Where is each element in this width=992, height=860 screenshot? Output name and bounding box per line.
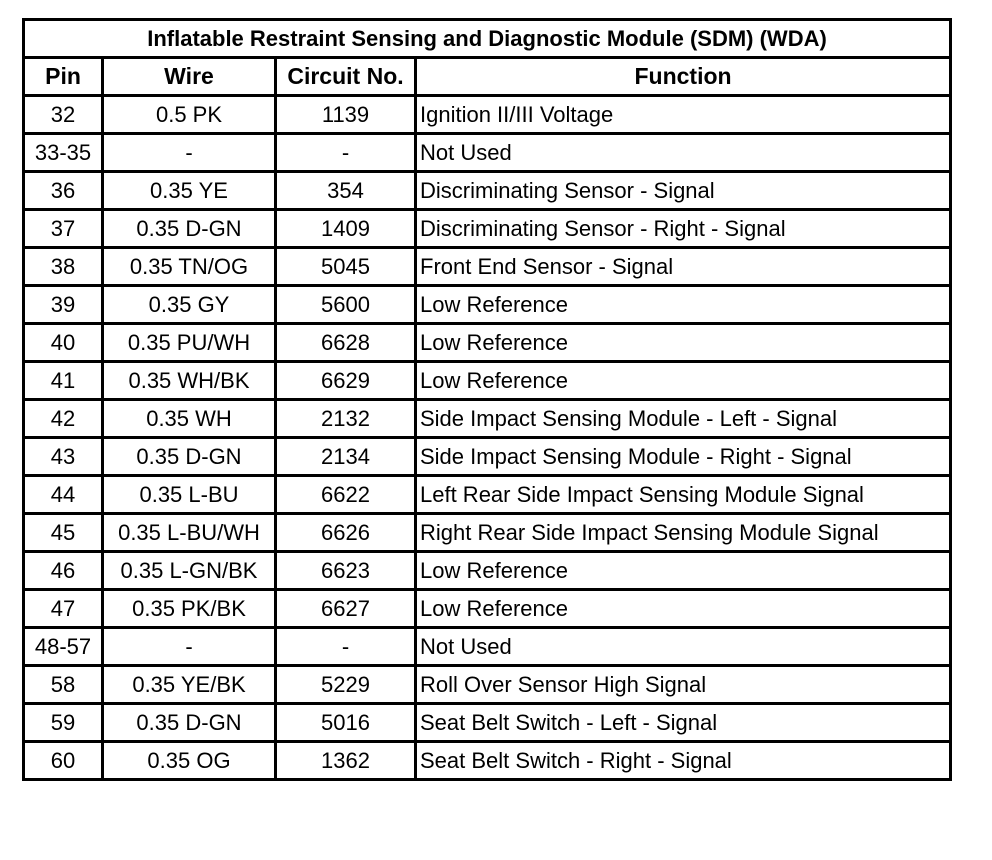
wire-cell: - bbox=[103, 134, 276, 172]
circuit-cell: 1362 bbox=[276, 742, 416, 780]
table-row bbox=[24, 438, 951, 476]
pin-cell: 38 bbox=[24, 248, 103, 286]
table-row bbox=[24, 514, 951, 552]
function-cell: Low Reference bbox=[416, 362, 951, 400]
pin-cell: 37 bbox=[24, 210, 103, 248]
pin-cell: 46 bbox=[24, 552, 103, 590]
table-row bbox=[24, 742, 951, 780]
wire-cell: 0.35 L-BU/WH bbox=[103, 514, 276, 552]
function-cell: Low Reference bbox=[416, 324, 951, 362]
pin-cell: 41 bbox=[24, 362, 103, 400]
circuit-cell: 5600 bbox=[276, 286, 416, 324]
pin-cell: 45 bbox=[24, 514, 103, 552]
circuit-cell: - bbox=[276, 134, 416, 172]
table-body bbox=[24, 96, 951, 780]
circuit-cell: 5016 bbox=[276, 704, 416, 742]
wire-cell: 0.35 L-BU bbox=[103, 476, 276, 514]
table-row bbox=[24, 134, 951, 172]
wire-cell: 0.35 GY bbox=[103, 286, 276, 324]
column-header-function: Function bbox=[416, 58, 951, 96]
circuit-cell: 5229 bbox=[276, 666, 416, 704]
circuit-cell: 6628 bbox=[276, 324, 416, 362]
wire-cell: 0.35 YE/BK bbox=[103, 666, 276, 704]
table-row bbox=[24, 552, 951, 590]
table-row bbox=[24, 476, 951, 514]
title-row bbox=[24, 20, 951, 58]
table-row bbox=[24, 666, 951, 704]
column-header-circuit: Circuit No. bbox=[276, 58, 416, 96]
circuit-cell: - bbox=[276, 628, 416, 666]
circuit-cell: 6629 bbox=[276, 362, 416, 400]
pin-table bbox=[22, 18, 952, 781]
pin-cell: 32 bbox=[24, 96, 103, 134]
circuit-cell: 2134 bbox=[276, 438, 416, 476]
wire-cell: 0.35 L-GN/BK bbox=[103, 552, 276, 590]
circuit-cell: 6626 bbox=[276, 514, 416, 552]
function-cell: Right Rear Side Impact Sensing Module Signal bbox=[416, 514, 951, 552]
table-row bbox=[24, 362, 951, 400]
table-row bbox=[24, 628, 951, 666]
column-header-wire: Wire bbox=[103, 58, 276, 96]
function-cell: Not Used bbox=[416, 134, 951, 172]
wire-cell: 0.35 TN/OG bbox=[103, 248, 276, 286]
function-cell: Front End Sensor - Signal bbox=[416, 248, 951, 286]
pin-cell: 44 bbox=[24, 476, 103, 514]
function-cell: Discriminating Sensor - Right - Signal bbox=[416, 210, 951, 248]
table-title: Inflatable Restraint Sensing and Diagnostic Module (SDM) (WDA) bbox=[24, 20, 951, 58]
wire-cell: 0.35 WH bbox=[103, 400, 276, 438]
pin-cell: 42 bbox=[24, 400, 103, 438]
pin-cell: 48-57 bbox=[24, 628, 103, 666]
function-cell: Low Reference bbox=[416, 590, 951, 628]
circuit-cell: 1409 bbox=[276, 210, 416, 248]
column-header-pin: Pin bbox=[24, 58, 103, 96]
pin-cell: 39 bbox=[24, 286, 103, 324]
wire-cell: 0.35 PU/WH bbox=[103, 324, 276, 362]
function-cell: Side Impact Sensing Module - Right - Signal bbox=[416, 438, 951, 476]
wire-cell: 0.35 OG bbox=[103, 742, 276, 780]
function-cell: Side Impact Sensing Module - Left - Signal bbox=[416, 400, 951, 438]
wire-cell: 0.35 D-GN bbox=[103, 704, 276, 742]
pin-cell: 58 bbox=[24, 666, 103, 704]
pin-cell: 43 bbox=[24, 438, 103, 476]
table-row bbox=[24, 286, 951, 324]
function-cell: Left Rear Side Impact Sensing Module Signal bbox=[416, 476, 951, 514]
table-row bbox=[24, 400, 951, 438]
function-cell: Low Reference bbox=[416, 552, 951, 590]
function-cell: Discriminating Sensor - Signal bbox=[416, 172, 951, 210]
circuit-cell: 2132 bbox=[276, 400, 416, 438]
circuit-cell: 1139 bbox=[276, 96, 416, 134]
table-row bbox=[24, 96, 951, 134]
function-cell: Not Used bbox=[416, 628, 951, 666]
wire-cell: 0.35 WH/BK bbox=[103, 362, 276, 400]
circuit-cell: 6627 bbox=[276, 590, 416, 628]
table-row bbox=[24, 172, 951, 210]
wire-cell: 0.35 D-GN bbox=[103, 438, 276, 476]
circuit-cell: 354 bbox=[276, 172, 416, 210]
wire-cell: 0.35 YE bbox=[103, 172, 276, 210]
table-row bbox=[24, 248, 951, 286]
table-row bbox=[24, 324, 951, 362]
table-row bbox=[24, 210, 951, 248]
function-cell: Low Reference bbox=[416, 286, 951, 324]
function-cell: Roll Over Sensor High Signal bbox=[416, 666, 951, 704]
pin-cell: 60 bbox=[24, 742, 103, 780]
pin-cell: 40 bbox=[24, 324, 103, 362]
wire-cell: 0.35 D-GN bbox=[103, 210, 276, 248]
circuit-cell: 6622 bbox=[276, 476, 416, 514]
circuit-cell: 5045 bbox=[276, 248, 416, 286]
wire-cell: 0.35 PK/BK bbox=[103, 590, 276, 628]
pin-cell: 59 bbox=[24, 704, 103, 742]
wire-cell: 0.5 PK bbox=[103, 96, 276, 134]
table-row bbox=[24, 590, 951, 628]
pin-cell: 36 bbox=[24, 172, 103, 210]
pin-cell: 47 bbox=[24, 590, 103, 628]
function-cell: Seat Belt Switch - Right - Signal bbox=[416, 742, 951, 780]
function-cell: Ignition II/III Voltage bbox=[416, 96, 951, 134]
wire-cell: - bbox=[103, 628, 276, 666]
table-row bbox=[24, 704, 951, 742]
function-cell: Seat Belt Switch - Left - Signal bbox=[416, 704, 951, 742]
pin-cell: 33-35 bbox=[24, 134, 103, 172]
header-row bbox=[24, 58, 951, 96]
circuit-cell: 6623 bbox=[276, 552, 416, 590]
